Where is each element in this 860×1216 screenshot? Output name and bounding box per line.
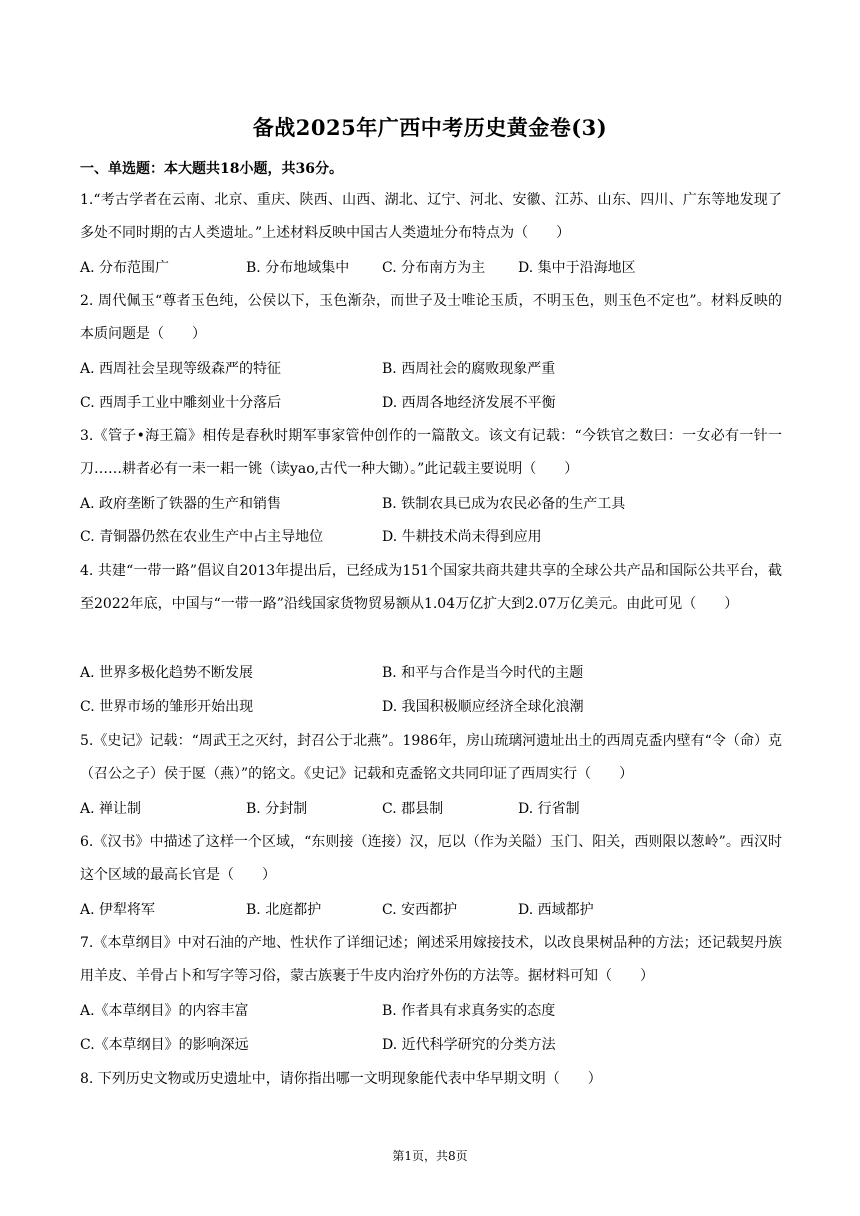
option-a[interactable]: A. 政府垄断了铁器的生产和销售 [80, 496, 282, 512]
option-c[interactable]: C. 安西都护 [382, 902, 458, 918]
option-b[interactable]: B. 铁制农具已成为农民必备的生产工具 [382, 496, 626, 512]
option-d[interactable]: D. 西周各地经济发展不平衡 [382, 395, 556, 411]
option-b[interactable]: B. 作者具有求真务实的态度 [382, 1003, 556, 1019]
option-b[interactable]: B. 和平与合作是当今时代的主题 [382, 665, 584, 681]
question-1-options [80, 255, 782, 281]
question-1-text: 1.“考古学者在云南、北京、重庆、陕西、山西、湖北、辽宁、河北、安徽、江苏、山东、四川、广东等地发现了多处不同时期的古人类遗址。”上述材料反映中国古人类遗址分布特点为（ ） [80, 192, 782, 241]
option-d[interactable]: D. 行省制 [518, 801, 580, 817]
question-8-text: 8. 下列历史文物或历史遗址中，请你指出哪一文明现象能代表中华早期文明（ ） [80, 1071, 602, 1087]
page-footer: 第1页，共8页 [392, 1149, 468, 1163]
option-d[interactable]: D. 我国积极顺应经济全球化浪潮 [382, 699, 584, 715]
question-4-options-row2 [80, 694, 782, 720]
option-c[interactable]: C. 分布南方为主 [382, 260, 486, 276]
option-b[interactable]: B. 分封制 [246, 801, 308, 817]
option-b[interactable]: B. 西周社会的腐败现象严重 [382, 361, 556, 377]
question-7-options-row2 [80, 1032, 782, 1058]
option-c[interactable]: C. 世界市场的雏形开始出现 [80, 699, 254, 715]
option-a[interactable]: A. 西周社会呈现等级森严的特征 [80, 361, 282, 377]
option-c[interactable]: C.《本草纲目》的影响深远 [80, 1037, 249, 1053]
option-a[interactable]: A. 分布范围广 [80, 260, 170, 276]
question-4-options-row1 [80, 660, 782, 686]
question-7-text: 7.《本草纲目》中对石油的产地、性状作了详细记述；阐述采用嫁接技术，以改良果树品种的方法；还记载契丹族用羊皮、羊骨占卜和写字等习俗，蒙古族裹于牛皮内治疗外伤的方法等。据材料可知（ ） [80, 935, 782, 984]
question-2-options-row2 [80, 390, 782, 416]
option-a[interactable]: A. 禅让制 [80, 801, 142, 817]
option-d[interactable]: D. 集中于沿海地区 [518, 260, 636, 276]
question-3-options-row2 [80, 524, 782, 550]
option-c[interactable]: C. 西周手工业中雕刻业十分落后 [80, 395, 282, 411]
option-c[interactable]: C. 郡县制 [382, 801, 444, 817]
question-5-options [80, 796, 782, 822]
question-3-options-row1 [80, 491, 782, 517]
option-b[interactable]: B. 北庭都护 [246, 902, 322, 918]
option-b[interactable]: B. 分布地域集中 [246, 260, 350, 276]
section-heading: 一、单选题：本大题共18小题，共36分。 [80, 161, 343, 177]
option-d[interactable]: D. 西域都护 [518, 902, 594, 918]
question-4-text: 4. 共建“一带一路”倡议自2013年提出后，已经成为151个国家共商共建共享的全球公共产品和国际公共平台，截至2022年底，中国与“一带一路”沿线国家货物贸易额从1.04万亿扩大到2.07万亿美元。由此可见（ ） [80, 563, 782, 612]
question-5-text: 5.《史记》记载：“周武王之灭纣，封召公于北燕”。1986年，房山琉璃河遗址出土的西周克盉内壁有“令（命）克（召公之子）侯于匽（燕）”的铭文。《史记》记载和克盉铭文共同印证了西周实行（ ） [80, 733, 782, 782]
question-6-text: 6.《汉书》中描述了这样一个区域，“东则接（连接）汉，厄以（作为关隘）玉门、阳关，西则限以葱岭”。西汉时这个区域的最高长官是（ ） [80, 834, 782, 883]
option-c[interactable]: C. 青铜器仍然在农业生产中占主导地位 [80, 529, 324, 545]
option-d[interactable]: D. 近代科学研究的分类方法 [382, 1037, 556, 1053]
question-6-options [80, 897, 782, 923]
option-a[interactable]: A. 世界多极化趋势不断发展 [80, 665, 254, 681]
question-3-text: 3.《管子•海王篇》相传是春秋时期军事家管仲创作的一篇散文。该文有记载：“今铁官之数曰：一女必有一针一刀……耕者必有一耒一耜一铫（读yao,古代一种大锄）。”此记载主要说明（ ） [80, 428, 782, 477]
exam-title: 备战2025年广西中考历史黄金卷(3) [252, 115, 608, 140]
option-a[interactable]: A. 伊犁将军 [80, 902, 156, 918]
question-2-text: 2. 周代佩玉“尊者玉色纯，公侯以下，玉色渐杂，而世子及士唯论玉质，不明玉色，则玉色不定也”。材料反映的本质问题是（ ） [80, 293, 782, 342]
question-7-options-row1 [80, 998, 782, 1024]
option-d[interactable]: D. 牛耕技术尚未得到应用 [382, 529, 542, 545]
option-a[interactable]: A.《本草纲目》的内容丰富 [80, 1003, 249, 1019]
question-2-options-row1 [80, 356, 782, 382]
